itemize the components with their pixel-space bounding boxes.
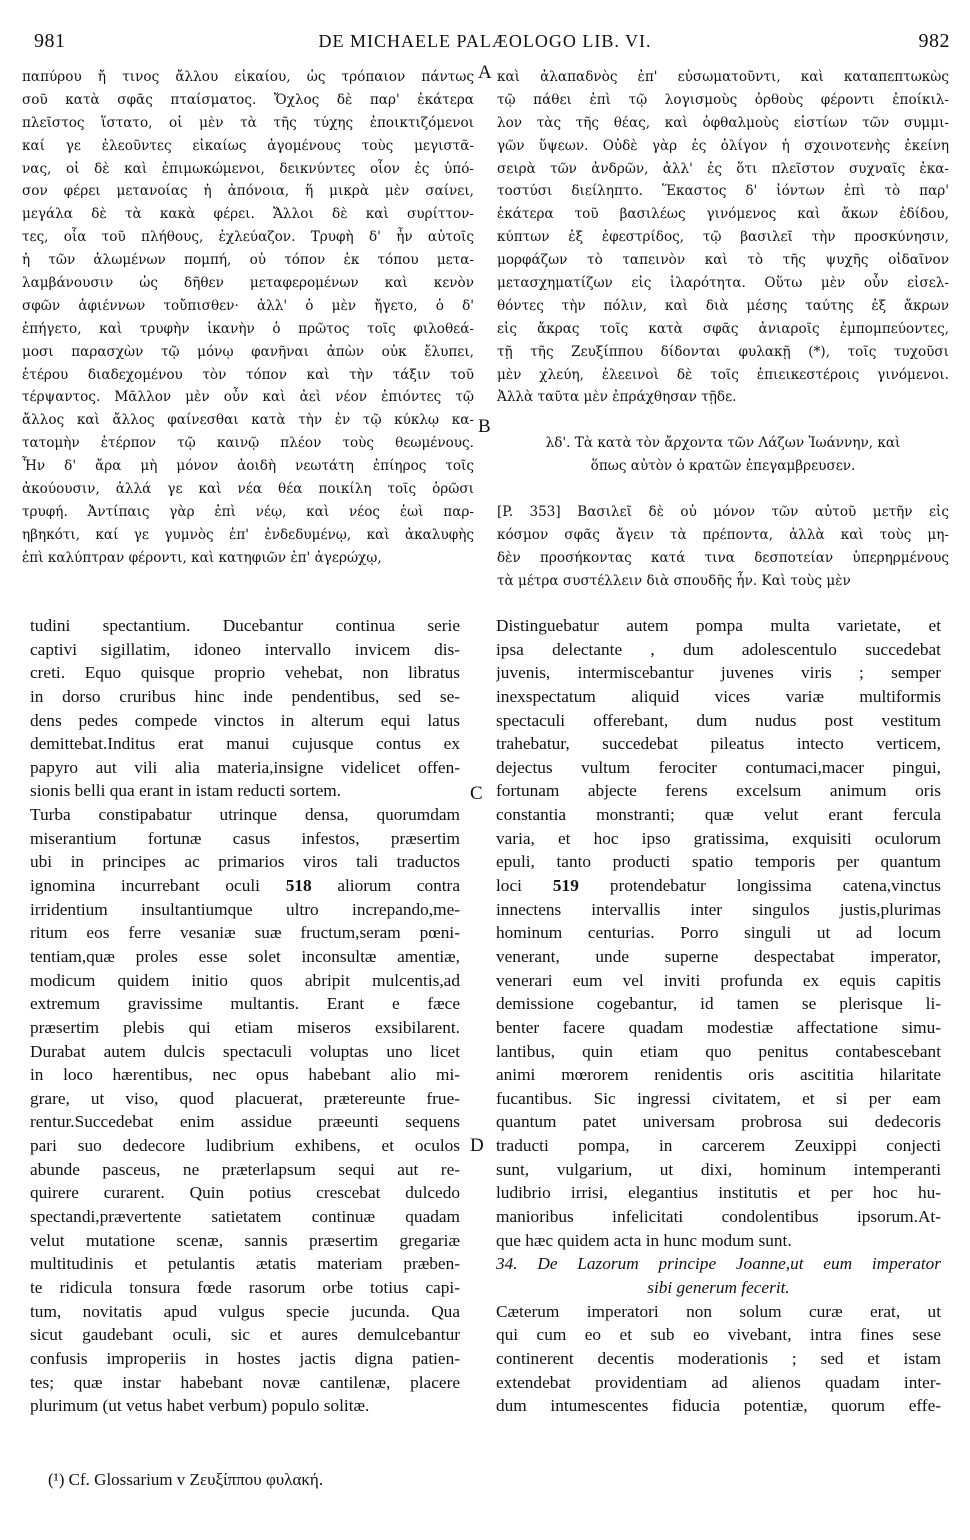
- latin-line: sicut gaudebant oculi, sic et aures demulcebantur: [30, 1325, 460, 1345]
- latin-line: [496, 874, 941, 898]
- greek-line: λον τὰς τῆς θέας, καὶ ὀφθαλμοὺς εἱστίων τῶν συμμι-: [497, 114, 949, 131]
- greek-line: τοστύσι διείληπτο. Ἕκαστος δ' ἰόντων ἐπὶ τὸ παρ': [497, 183, 949, 200]
- latin-line: velut mutatione scenæ, sannis præsertim gregariæ: [30, 1230, 460, 1250]
- greek-line: Ἦν δ' ἄρα μὴ μόνον ἀοιδὴ νεωτάτη ἐπίηρος τοῖς: [22, 458, 474, 475]
- latin-line: grare, ut viso, quod placuerat, prætereunte frue-: [30, 1088, 460, 1108]
- greek-line: ἄλλος καὶ ἄλλος φαίνεσθαι κατὰ τὴν ἐν τῷ κύκλῳ κα-: [22, 412, 474, 429]
- latin-line: Turba constipabatur utrinque densa, quorumdam: [30, 805, 460, 825]
- latin-line: sionis belli qua erant in istam reducti sortem.: [30, 781, 341, 801]
- latin-line: fucantibus. Sic ingressi civitatem, et si per eam: [496, 1088, 941, 1108]
- greek-line: καί γε ἐλεοῦντες εἰκαίως ἀγομένους τοὺς μεγιστᾶ-: [22, 137, 474, 154]
- latin-line: epuli, tanto producti spatio temporis per quantum: [496, 852, 941, 872]
- greek-line: ηβηκότι, καί γε γυμνὸς ἐπ' ἐνδεδυμένῳ, καὶ ἀκαλυφὴς: [22, 526, 474, 543]
- latin-line: multitudinis et petulantis ætatis materiam præben-: [30, 1254, 460, 1274]
- greek-line: ἀκούουσιν, ἀλλά γε καὶ νέα θέα ποικίλη τοῖς ὁρῶσι: [22, 481, 474, 498]
- latin-line: miserantium fortunæ casus infestos, præsertim: [30, 828, 460, 848]
- latin-line: venerant, unde superne despectabat imperator,: [496, 946, 941, 966]
- latin-line: Durabat autem dulcis spectaculi voluptas uno licet: [30, 1041, 460, 1061]
- latin-line: juvenis, intermiscebantur juvenes viris ; semper: [496, 663, 941, 683]
- latin-line: manioribus infelicitati condolentibus ipsorum.At-: [496, 1207, 941, 1227]
- latin-line: spectandi,prævertente satietatem continuæ quadam: [30, 1207, 460, 1227]
- latin-line: quirere curarent. Quin potius crescebat dulcedo: [30, 1183, 460, 1203]
- greek-line: ὅπως αὐτὸν ὁ κρατῶν ἐπεγαμβρευσεν.: [590, 458, 856, 475]
- latin-line: demissione cogebantur, id tamen se plerisque li-: [496, 994, 941, 1014]
- line-text: ignomina incurrebant oculi: [30, 876, 286, 896]
- greek-line: παπύρου ἤ τινος ἄλλου εἰκαίου, ὡς τρόπαιον πάντως: [22, 69, 474, 85]
- latin-line: extendebat providentiam ad alienos quadam inter-: [496, 1372, 941, 1392]
- latin-line: demittebat.Inditus erat manui cujusque contus ex: [30, 734, 460, 754]
- latin-line: spectaculi offerebant, dum nudus post vestitum: [496, 710, 941, 730]
- latin-line: inexspectatum aliquid vices variæ multiformis: [496, 686, 941, 706]
- latin-line: varia, et hoc ipso gratissima, exquisiti oculorum: [496, 828, 941, 848]
- latin-line: te ridicula tonsura fœde rasorum orbe totius capi-: [30, 1277, 460, 1297]
- greek-line: μοσι παρασχὼν τῷ μόνῳ φανῆναι ἀπὼν οὐκ ἔλυπει,: [22, 343, 474, 360]
- latin-line: Cæterum imperatori non solum curæ erat, ut: [496, 1301, 941, 1321]
- greek-line: Ἀλλὰ ταῦτα μὲν ἐπράχθησαν τῇδε.: [497, 389, 737, 406]
- latin-line: qui cum eo et sub eo vivebant, intra fines sese: [496, 1325, 941, 1345]
- page-number-right: 982: [918, 30, 950, 52]
- greek-line: καὶ ἀλαπαδνὸς ἐπ' εὐσωματοῦντι, καὶ καταπεπτωκὼς: [497, 69, 949, 85]
- latin-line: tes; quæ instar habebant novæ cantilenæ, placere: [30, 1372, 460, 1392]
- latin-line: ritum eos ferre vesaniæ suæ fructum,seram pœni-: [30, 923, 460, 943]
- greek-line: τῷ πάθει ἐπὶ τῷ λογισμοὺς ὀρθοὺς φέροντι ἐποίκιλ-: [497, 91, 949, 108]
- margin-marker-a: A: [478, 62, 492, 83]
- column-number: 518: [285, 876, 312, 896]
- greek-line: πλεῖστος ἵστατο, οἱ μὲν τὰ τῆς τύχης ἐποικτιζόμενοι: [22, 114, 474, 131]
- latin-line: [30, 874, 460, 898]
- section-heading: sibi generum fecerit.: [647, 1277, 790, 1297]
- line-text: loci: [496, 876, 553, 896]
- greek-line: θόντες τὴν πόλιν, καὶ διὰ μέσης ταύτης ἐξ ἄκρων: [497, 297, 949, 314]
- latin-column-right: [496, 614, 941, 1418]
- latin-line: benter facere quadam modestiæ affectatione simu-: [496, 1017, 941, 1037]
- latin-line: constantia monstranti; quæ velut erant fercula: [496, 805, 941, 825]
- greek-line: κόσμον σφᾶς ἄγειν τὰ πρέποντα, ἀλλὰ καὶ τοὺς μη-: [497, 526, 949, 543]
- latin-line: ludibrio irrisi, elegantius institutis et per hoc hu-: [496, 1183, 941, 1203]
- latin-line: innectens intervallis inter singulos justis,plurimas: [496, 899, 941, 919]
- latin-line: continerent decentis moderationis ; sed et istam: [496, 1348, 941, 1368]
- greek-line: [497, 409, 949, 432]
- greek-line: τῇ τῆς Ζευξίππου δίδονται φυλακῇ (*), τοῖς τυχοῦσι: [497, 343, 949, 360]
- greek-line: σειρὰ τῶν ἀνδρῶν, ἀλλ' ἐς ὅτι πλεῖστον συχναῖς ἐκα-: [497, 160, 949, 177]
- margin-marker-c: C: [470, 783, 483, 804]
- latin-line: ipsa delectante , dum adolescentulo succedebat: [496, 639, 941, 659]
- greek-line: σφῶν ἀφιέννων τοὔπισθεν· ἀλλ' ὁ μὲν ἤγετο, ὁ δ': [22, 297, 474, 314]
- greek-line: ἐπήγετο, καὶ τρυφὴν ἱκανὴν ὁ πρῶτος τοῖς φιλοθεά-: [22, 320, 474, 337]
- latin-line: rentur.Succedebat enim assidue præeunti sequens: [30, 1112, 460, 1132]
- greek-line: [497, 478, 949, 501]
- latin-line: præsertim plebis qui etiam miseros exsibilarent.: [30, 1017, 460, 1037]
- greek-line: ἐπὶ καλύπτραν φέροντι, καὶ κατηφιῶν ἐπ' ἀγερώχῳ,: [22, 549, 382, 566]
- latin-line: quantum patet universam probrosa sui dedecoris: [496, 1112, 941, 1132]
- greek-line: τέρψαντος. Μᾶλλον μὲν οὖν καὶ ἀεὶ νέον ἐπιόντες τῷ: [22, 389, 474, 406]
- running-header: [20, 30, 950, 60]
- latin-line: dens pedes compede vinctos in alterum equi latus: [30, 710, 460, 730]
- margin-marker-d: D: [470, 1135, 484, 1156]
- greek-line: μορφάζων τὸ ταπεινὸν καὶ τὸ τῆς ψυχῆς οἰδαῖνον: [497, 252, 949, 269]
- greek-line: λαμβάνουσιν ὡς δῆθεν μεταφερομένων καὶ κενὸν: [22, 275, 474, 292]
- margin-marker-b: B: [478, 416, 491, 437]
- latin-line: traducti pompa, in carcerem Zeuxippi conjecti: [496, 1136, 941, 1156]
- greek-line: τρυφή. Ἀντίπαις γὰρ ἐπὶ νέῳ, καὶ νέος ἐωὶ παρ-: [22, 503, 474, 520]
- latin-line: hominum centurias. Porro singuli ut ad locum: [496, 923, 941, 943]
- greek-line: γῶν ὕψεων. Οὐδὲ γὰρ ἐς ὀλίγον ἡ σχοινοτενὴς ἐκείνη: [497, 137, 949, 154]
- greek-column-right: [497, 66, 949, 592]
- latin-line: captivi sigillatim, idoneo intervallo invicem dis-: [30, 639, 460, 659]
- greek-line: [P. 353] Βασιλεῖ δὲ οὐ μόνον τῶν αὐτοῦ μετῆν εἰς: [497, 503, 949, 520]
- greek-line: μεγάλα δὲ τὰ κακὰ φέρει. Ἄλλοι δὲ καὶ συρίττον-: [22, 206, 474, 223]
- line-text: protendebatur longissima catena,vinctus: [578, 876, 941, 896]
- latin-line: dum intumescentes fiducia potentiæ, quorum effe-: [496, 1396, 941, 1416]
- latin-line: trahebatur, succedebat pileatus intecto verticem,: [496, 734, 941, 754]
- greek-line: ἑτέρου διαδεχομένου τὸν τόπον καὶ τὴν τάξιν τοῦ: [22, 366, 474, 383]
- line-text: aliorum contra: [311, 876, 460, 896]
- latin-line: irridentium insultantiumque ultro increpando,me-: [30, 899, 460, 919]
- greek-line: κύπτων ἐξ ἐφεστρίδος, τῷ βασιλεῖ τὴν προσκύνησιν,: [497, 229, 949, 246]
- greek-line: τατομὴν ἑτέρπον τῷ καινῷ πλέον τοὺς θεωμένους.: [22, 435, 474, 452]
- latin-line: animi mœrorem renidentis oris ascititia hilaritate: [496, 1065, 941, 1085]
- latin-line: Distinguebatur autem pompa multa varietate, et: [496, 616, 941, 635]
- greek-line: νας, οἱ δὲ καὶ ἐπιμωκώμενοι, δεικνύντες οἷον ἐς ὑπό-: [22, 160, 474, 177]
- greek-line: ἑκάτερα τοῦ βασιλέως γινόμενος καὶ ἄκων ἐδίδου,: [497, 206, 949, 223]
- latin-line: in loco hærentibus, nec opus habebant alio mi-: [30, 1065, 460, 1085]
- greek-line: ἡ τῶν ἁλωμένων πομπή, οὐ τόπον ἐκ τόπου μετα-: [22, 252, 474, 269]
- column-number: 519: [552, 876, 579, 896]
- greek-column-left: [22, 66, 474, 570]
- greek-line: τες, οἷα τοῦ πλήθους, ἐχλεύαζον. Τρυφὴ δ' ἦν αὐτοῖς: [22, 229, 474, 246]
- greek-line: τὰ μέτρα συστέλλειν διὰ σπουδῆς ἦν. Καὶ τοὺς μὲν: [497, 572, 851, 589]
- latin-line: abunde pasceus, ne præterlapsum sequi aut re-: [30, 1159, 460, 1179]
- greek-line: μετασχηματίζων εἰς ἱλαρότητα. Οὕτω μὲν οὖν εἰσελ-: [497, 275, 949, 292]
- latin-line: creti. Equo quisque proprio vehebat, non libratus: [30, 663, 460, 683]
- greek-line: σον φέρει μετανοίας ἡ ἀπόνοια, ἥ μικρὰ μὲν σαίνει,: [22, 183, 474, 200]
- greek-line: δὲν προσήκοντας κατά τινα δεσποτείαν ὑπερηρμένους: [497, 549, 949, 566]
- running-title: DE MICHAELE PALÆOLOGO LIB. VI.: [318, 31, 652, 51]
- latin-line: papyro aut vili alia materia,insigne videlicet offen-: [30, 757, 460, 777]
- latin-line: tum, novitatis apud vulgus specie jucunda. Qua: [30, 1301, 460, 1321]
- latin-line: dejectus vultum ferociter contumaci,macer pingui,: [496, 757, 941, 777]
- latin-line: modicum quidem initio quos abripit mulcentis,ad: [30, 970, 460, 990]
- latin-line: ubi in principes ac primarios viros tali traductos: [30, 852, 460, 872]
- latin-line: sunt, vulgarium, ut dixi, hominum intemperanti: [496, 1159, 941, 1179]
- latin-line: tudini spectantium. Ducebantur continua serie: [30, 616, 460, 635]
- page-number-left: 981: [34, 30, 66, 52]
- latin-line: extremum gravissime multantis. Erant e fæce: [30, 994, 460, 1014]
- latin-line: plurimum (ut vetus habet verbum) populo solitæ.: [30, 1396, 370, 1416]
- latin-line: fortunam abjecte ferens excelsum animum oris: [496, 781, 941, 801]
- latin-line: venerari eum vel inviti profunda ex equis capitis: [496, 970, 941, 990]
- latin-line: in dorso cruribus hinc inde pendentibus, sed se-: [30, 686, 460, 706]
- latin-line: confusis improperiis in hostes jactis digna patien-: [30, 1348, 460, 1368]
- greek-line: εἰς ἄκρας τοῖς κατὰ σφᾶς ἀνιαροῖς ἐμπομπεύοντες,: [497, 320, 949, 337]
- greek-line: μὲν χλεύη, ἐλεεινοὶ δὲ τοῖς ἐπιεικεστέροις γινόμενοι.: [497, 366, 949, 383]
- latin-line: que hæc quidem acta in hunc modum sunt.: [496, 1230, 792, 1250]
- latin-line: tentiam,quæ proles esse solet inconsultæ amentiæ,: [30, 946, 460, 966]
- latin-column-left: [30, 614, 460, 1418]
- section-heading: 34. De Lazorum principe Joanne,ut eum imperator: [496, 1254, 941, 1274]
- greek-line: σοῦ κατὰ σφᾶς πταίσματος. Ὄχλος δὲ παρ' ἑκάτερα: [22, 91, 474, 108]
- latin-line: lantibus, quin etiam quo penitus contabescebant: [496, 1041, 941, 1061]
- greek-line: λδ'. Τὰ κατὰ τὸν ἄρχοντα τῶν Λάζων Ἰωάννην, καὶ: [545, 435, 901, 452]
- footnote: (¹) Cf. Glossarium v Ζευξίππου φυλακή.: [48, 1470, 324, 1489]
- latin-line: pari suo dedecore ludibrium exhibens, et oculos: [30, 1136, 460, 1156]
